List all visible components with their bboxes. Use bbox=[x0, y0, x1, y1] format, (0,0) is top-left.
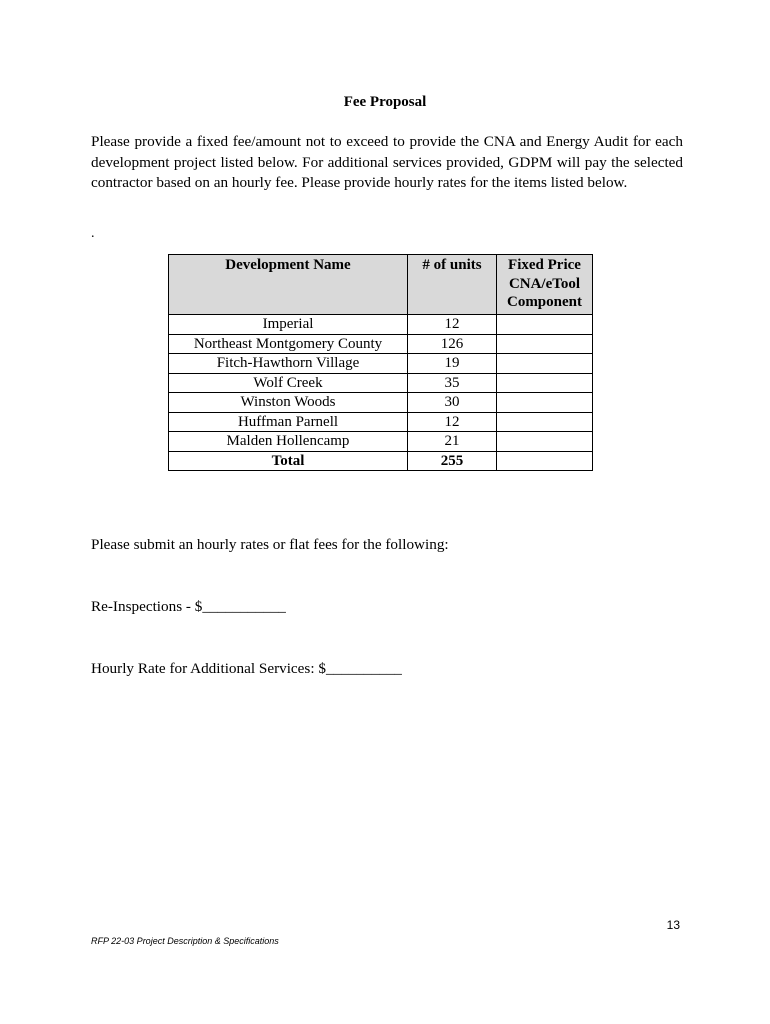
reinspections-line: Re-Inspections - $___________ bbox=[91, 598, 286, 615]
cell-fixed-price[interactable] bbox=[497, 412, 593, 432]
header-fixed-price-line1: Fixed Price bbox=[508, 257, 581, 273]
page-title: Fee Proposal bbox=[343, 94, 427, 110]
stray-mark: . bbox=[91, 226, 95, 241]
cell-total-label: Total bbox=[169, 451, 408, 471]
table-row bbox=[169, 432, 593, 452]
cell-fixed-price[interactable] bbox=[497, 334, 593, 354]
header-units: # of units bbox=[408, 255, 497, 315]
cell-fixed-price[interactable] bbox=[497, 354, 593, 374]
header-development-name: Development Name bbox=[169, 255, 408, 315]
fee-table bbox=[168, 254, 593, 471]
cell-total-price[interactable] bbox=[497, 451, 593, 471]
page-number: 13 bbox=[666, 918, 680, 932]
header-fixed-price-line3: Component bbox=[506, 294, 582, 310]
cell-units: 12 bbox=[408, 412, 497, 432]
table-row bbox=[169, 412, 593, 432]
intro-paragraph: Please provide a fixed fee/amount not to exceed to provide the CNA and Energy Audit for each development project listed below. For additional services provided, GDPM will pay the selected contractor based on an hourly fee. Please provide hourly rates for the items listed below. bbox=[91, 133, 683, 191]
cell-fixed-price[interactable] bbox=[497, 373, 593, 393]
cell-development-name: Malden Hollencamp bbox=[169, 432, 408, 452]
cell-fixed-price[interactable] bbox=[497, 393, 593, 413]
header-fixed-price bbox=[497, 255, 593, 315]
footer-text: RFP 22-03 Project Description & Specifications bbox=[91, 936, 279, 946]
header-fixed-price-line2: CNA/eTool bbox=[508, 275, 581, 292]
hourly-rate-line: Hourly Rate for Additional Services: $__________ bbox=[91, 660, 402, 677]
cell-development-name: Winston Woods bbox=[169, 393, 408, 413]
cell-fixed-price[interactable] bbox=[497, 432, 593, 452]
table-row bbox=[169, 393, 593, 413]
table-row bbox=[169, 354, 593, 374]
cell-fixed-price[interactable] bbox=[497, 315, 593, 335]
cell-units: 126 bbox=[408, 334, 497, 354]
cell-development-name: Northeast Montgomery County bbox=[169, 334, 408, 354]
table-row bbox=[169, 334, 593, 354]
cell-units: 19 bbox=[408, 354, 497, 374]
requests-intro: Please submit an hourly rates or flat fees for the following: bbox=[91, 536, 449, 553]
table-row bbox=[169, 315, 593, 335]
cell-units: 35 bbox=[408, 373, 497, 393]
cell-units: 12 bbox=[408, 315, 497, 335]
cell-development-name: Huffman Parnell bbox=[169, 412, 408, 432]
table-row bbox=[169, 373, 593, 393]
table-header-row bbox=[169, 255, 593, 315]
cell-units: 21 bbox=[408, 432, 497, 452]
cell-development-name: Wolf Creek bbox=[169, 373, 408, 393]
table-total-row bbox=[169, 451, 593, 471]
cell-development-name: Imperial bbox=[169, 315, 408, 335]
cell-units: 30 bbox=[408, 393, 497, 413]
cell-total-units: 255 bbox=[408, 451, 497, 471]
cell-development-name: Fitch-Hawthorn Village bbox=[169, 354, 408, 374]
